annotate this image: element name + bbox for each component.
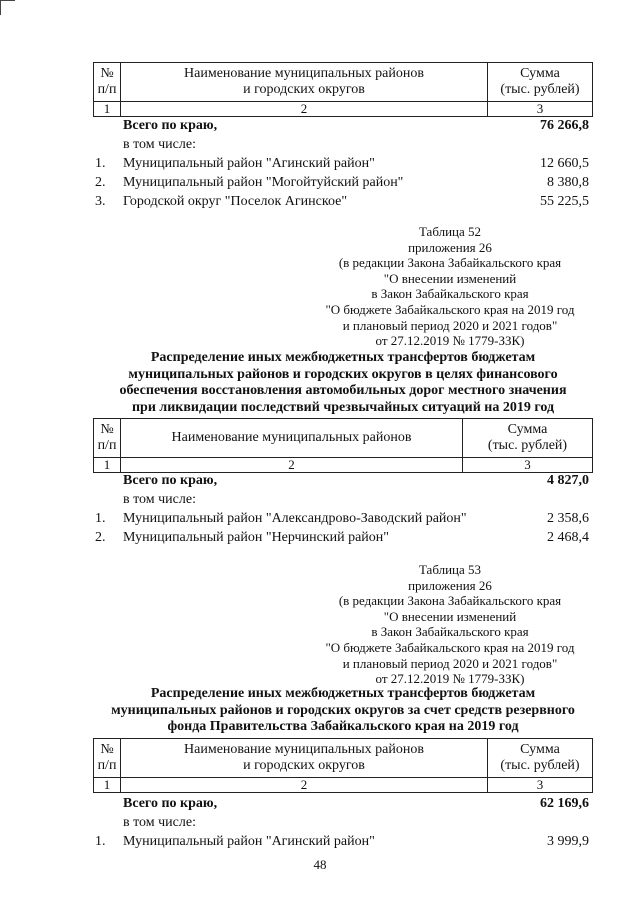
row-name: Муниципальный район "Нерчинский район": [123, 530, 389, 545]
note-line: от 27.12.2019 № 1779-ЗЗК): [375, 333, 525, 349]
table-row: [93, 834, 592, 853]
col-name-header: Наименование муниципальных районов и городских округов: [121, 739, 488, 778]
note-line: (в редакции Закона Забайкальского края: [338, 593, 562, 609]
title-line: Распределение иных межбюджетных трансфертов бюджетам: [150, 686, 536, 701]
table-row: [93, 175, 592, 194]
col-sum-header: Сумма (тыс. рублей): [488, 739, 593, 778]
table-52-title: [90, 350, 596, 416]
total-label: Всего по краю,: [123, 118, 218, 133]
row-name: Муниципальный район "Агинский район": [123, 834, 375, 849]
row-name: Муниципальный район "Агинский район": [123, 156, 375, 171]
col-index: 2: [121, 458, 463, 473]
col-num-header: № п/п: [94, 739, 121, 778]
table-52-body: [93, 473, 592, 549]
col-index: 3: [488, 778, 593, 793]
col-num-header: № п/п: [94, 419, 121, 458]
title-line: обеспечения восстановления автомобильных дорог местного значения: [119, 383, 567, 398]
table-53-body: [93, 796, 592, 853]
col-name-header: Наименование муниципальных районов и городских округов: [121, 63, 488, 102]
total-label: Всего по краю,: [123, 473, 218, 488]
table-row: [93, 194, 592, 213]
title-line: муниципальных районов и городских округов за счет средств резервного: [111, 702, 575, 718]
page-number: 48: [313, 857, 327, 872]
table-52-note: [290, 224, 610, 349]
total-row: [93, 796, 592, 815]
title-line: муниципальных районов и городских округов в целях финансового: [128, 366, 558, 382]
note-line: и плановый период 2020 и 2021 годов": [342, 655, 558, 671]
col-index: 3: [488, 102, 593, 117]
col-sum-header: Сумма (тыс. рублей): [488, 63, 593, 102]
total-value: 4 827,0: [547, 473, 589, 488]
note-line: "О бюджете Забайкальского края на 2019 год: [325, 639, 575, 655]
row-num: 1.: [95, 156, 106, 171]
row-num: 2.: [95, 175, 106, 190]
col-index: 2: [121, 102, 488, 117]
total-value: 76 266,8: [540, 118, 589, 133]
total-value: 62 169,6: [540, 796, 589, 811]
total-row: [93, 118, 592, 137]
col-num-header: № п/п: [94, 63, 121, 102]
note-line: приложения 26: [408, 239, 492, 255]
table-53-title: [90, 686, 596, 736]
row-amount: 55 225,5: [540, 194, 589, 209]
table-row: [93, 530, 592, 549]
row-amount: 12 660,5: [540, 156, 589, 171]
row-num: 1.: [95, 511, 106, 526]
col-index: 1: [94, 102, 121, 117]
row-amount: 2 358,6: [547, 511, 589, 526]
table-53-header: [93, 738, 593, 793]
col-name-header: Наименование муниципальных районов: [121, 419, 463, 458]
table-row: [93, 511, 592, 530]
row-name: Муниципальный район "Александрово-Заводский район": [123, 511, 467, 526]
title-line: при ликвидации последствий чрезвычайных ситуаций на 2019 год: [131, 399, 555, 415]
title-line: фонда Правительства Забайкальского края на 2019 год: [167, 719, 519, 734]
total-label: Всего по краю,: [123, 796, 218, 811]
col-index: 3: [463, 458, 593, 473]
table-row: [93, 156, 592, 175]
col-sum-header: Сумма (тыс. рублей): [463, 419, 593, 458]
sub-label: в том числе:: [123, 815, 196, 830]
sub-label-row: [93, 137, 592, 156]
note-line: Таблица 52: [418, 224, 482, 239]
note-line: и плановый период 2020 и 2021 годов": [342, 317, 558, 333]
note-line: Таблица 53: [418, 562, 482, 577]
note-line: приложения 26: [408, 577, 492, 593]
note-line: от 27.12.2019 № 1779-ЗЗК): [375, 671, 525, 687]
note-line: "О внесении изменений: [383, 608, 517, 624]
note-line: (в редакции Закона Забайкальского края: [338, 255, 562, 271]
total-row: [93, 473, 592, 492]
sub-label: в том числе:: [123, 492, 196, 507]
row-num: 3.: [95, 194, 106, 209]
row-num: 1.: [95, 834, 106, 849]
table-52-header: [93, 418, 593, 473]
row-amount: 8 380,8: [547, 175, 589, 190]
title-line: Распределение иных межбюджетных трансфертов бюджетам: [150, 350, 536, 365]
sub-label-row: [93, 492, 592, 511]
table-53-note: [290, 562, 610, 687]
sub-label: в том числе:: [123, 137, 196, 152]
table-top-header: [93, 62, 593, 117]
note-line: "О бюджете Забайкальского края на 2019 год: [325, 301, 575, 317]
row-name: Муниципальный район "Могойтуйский район": [123, 175, 404, 190]
col-index: 1: [94, 458, 121, 473]
row-num: 2.: [95, 530, 106, 545]
col-index: 1: [94, 778, 121, 793]
col-index: 2: [121, 778, 488, 793]
note-line: в Закон Забайкальского края: [371, 624, 529, 640]
scan-corner-mark: [0, 0, 15, 15]
sub-label-row: [93, 815, 592, 834]
row-amount: 3 999,9: [547, 834, 589, 849]
note-line: в Закон Забайкальского края: [371, 286, 529, 302]
row-amount: 2 468,4: [547, 530, 589, 545]
row-name: Городской округ "Поселок Агинское": [123, 194, 348, 209]
table-top-body: [93, 118, 592, 213]
note-line: "О внесении изменений: [383, 270, 517, 286]
